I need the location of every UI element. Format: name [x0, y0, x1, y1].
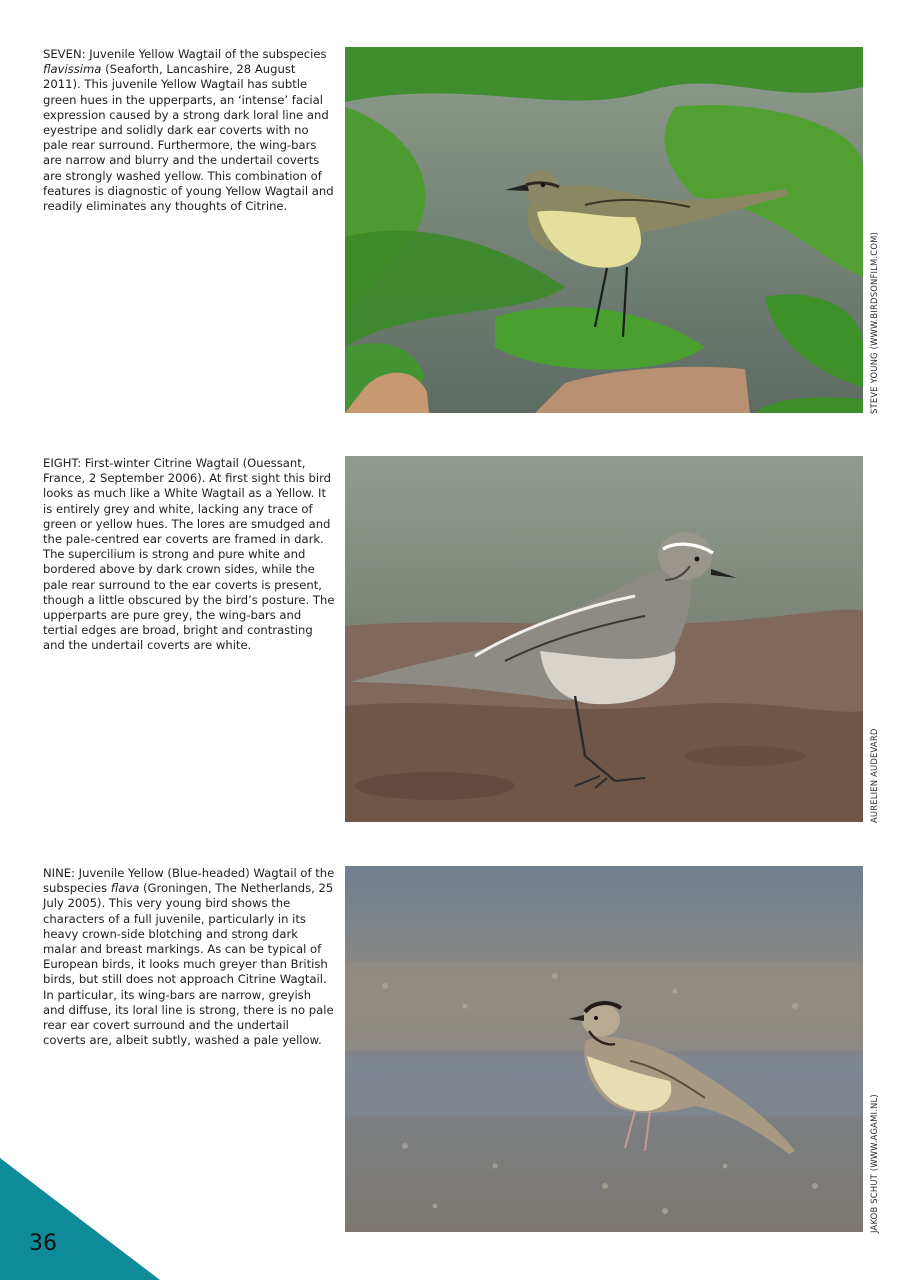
photo-credit-seven: STEVE YOUNG (WWW.BIRDSONFILM.COM) [869, 231, 879, 414]
page-number: 36 [29, 1231, 57, 1256]
caption-nine: NINE: Juvenile Yellow (Blue-headed) Wagtail of the subspecies flava (Groningen, The Netherlands, 25 July 2005). This very young bird shows the characters of a full juvenile, particularly in its heavy crown-side blotching and strong dark malar and breast markings. As can be typical of European birds, it looks much greyer than British birds, but still does not approach Citrine Wagtail. In particular, its wing-bars are narrow, greyish and diffuse, its loral line is strong, there is no pale rear ear covert surround and the undertail coverts are, albeit subtly, washed a pale yellow. [43, 866, 335, 1048]
caption-eight: EIGHT: First-winter Citrine Wagtail (Ouessant, France, 2 September 2006). At first sight this bird looks as much like a White Wagtail as a Yellow. It is entirely grey and white, lacking any trace of green or yellow hues. The lores are smudged and the pale-centred ear coverts are framed in dark. The supercilium is strong and pure white and bordered above by dark crown sides, while the pale rear surround to the ear coverts is present, though a little obscured by the bird’s posture. The upperparts are pure grey, the wing-bars and tertial edges are broad, bright and contrasting and the undertail coverts are white. [43, 456, 335, 653]
photo-credit-eight: AURELIEN AUDEVARD [869, 728, 879, 823]
photo-eight-citrine-wagtail [345, 456, 863, 822]
photo-seven-yellow-wagtail [345, 47, 863, 413]
caption-seven: SEVEN: Juvenile Yellow Wagtail of the subspecies flavissima (Seaforth, Lancashire, 28 August 2011). This juvenile Yellow Wagtail has subtle green hues in the upperparts, an ‘intense’ facial expression caused by a strong dark loral line and eyestripe and solidly dark ear coverts with no pale rear surround. Furthermore, the wing-bars are narrow and blurry and the undertail coverts are strongly washed yellow. This combination of features is diagnostic of young Yellow Wagtail and readily eliminates any thoughts of Citrine. [43, 47, 334, 214]
photo-credit-nine: JAKOB SCHUT (WWW.AGAMI.NL) [869, 1094, 879, 1233]
photo-nine-blue-headed-wagtail [345, 866, 863, 1232]
corner-accent-triangle [0, 1158, 160, 1280]
